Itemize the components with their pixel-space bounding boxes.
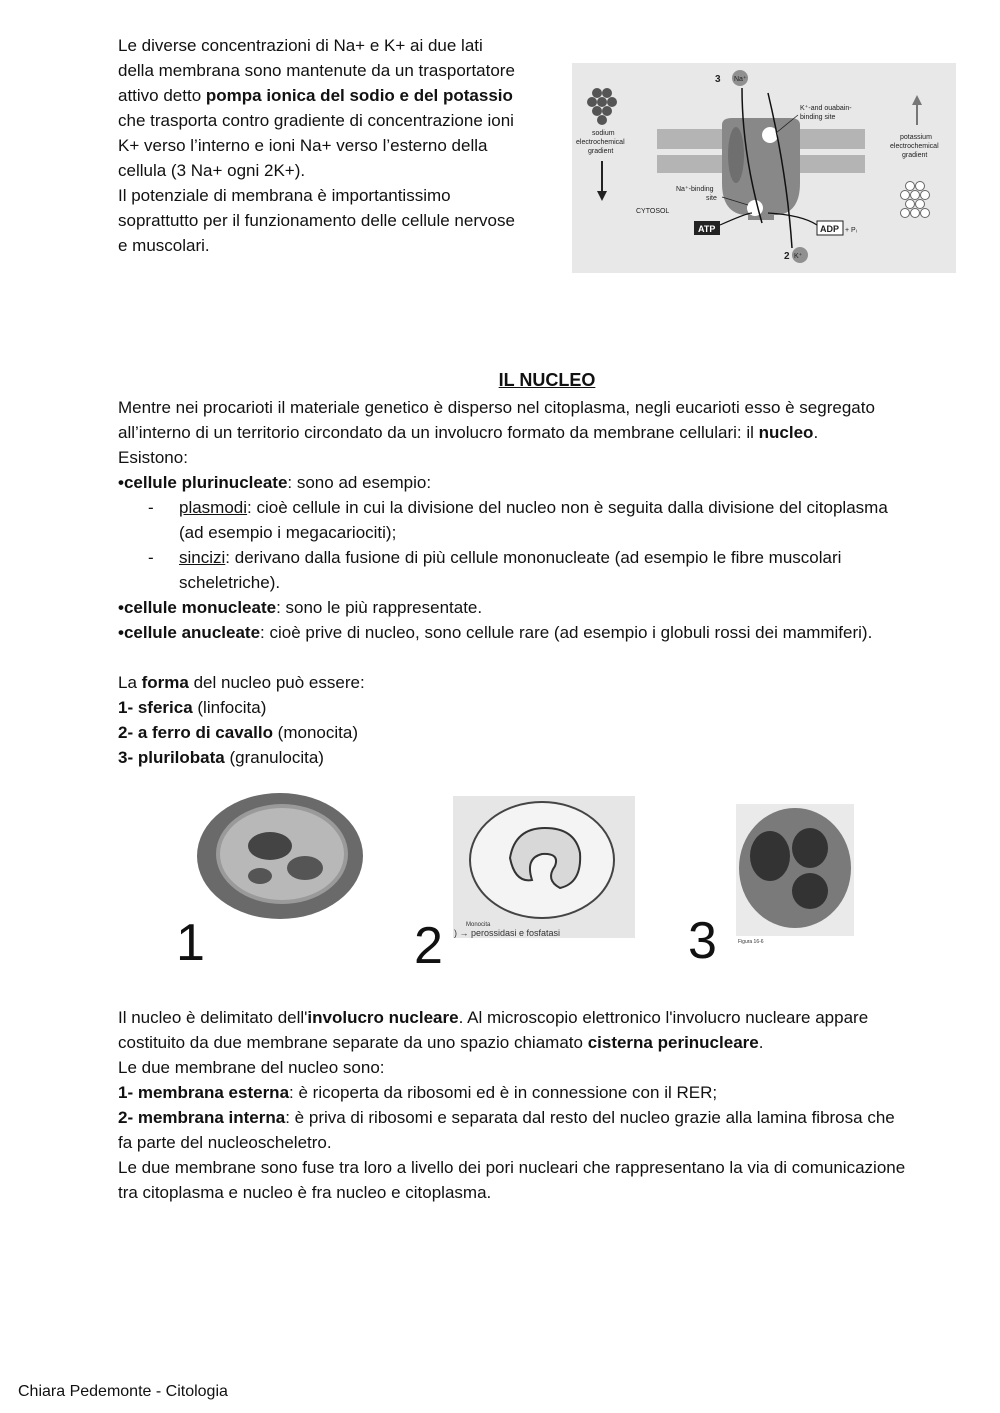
text-line: Mentre nei procarioti il materiale genetico è disperso nel citoplasma, negli eucarioti esso è segregato	[118, 398, 875, 417]
text-run: Il nucleo è delimitato dell'	[118, 1008, 308, 1027]
nuclear-envelope-section	[118, 1005, 978, 1205]
bold-term: •cellule plurinucleate	[118, 473, 288, 492]
text-run: (granulocita)	[224, 748, 324, 767]
sodium-label: gradient	[588, 148, 614, 155]
intro-paragraph	[118, 33, 558, 258]
text-line	[118, 670, 978, 695]
figure-caption: Figura 16-6	[738, 939, 764, 945]
list-item	[118, 720, 978, 745]
list-item	[118, 620, 978, 645]
bold-term: 3- plurilobata	[118, 748, 225, 767]
figure-caption: ) → perossidasi e fosfatasi	[454, 928, 561, 938]
text-line: della membrana sono mantenute da un trasportatore	[118, 61, 515, 80]
text-line	[179, 545, 978, 570]
potassium-label: electrochemical	[890, 143, 939, 150]
text-run: (linfocita)	[192, 698, 267, 717]
bold-term: 2- membrana interna	[118, 1108, 286, 1127]
text-run: . Al microscopio elettronico l'involucro nucleare appare	[458, 1008, 869, 1027]
dash-marker: -	[148, 498, 154, 517]
list-item	[118, 1080, 978, 1105]
text-run: all’interno di un territorio circondato da un involucro formato da membrane cellulari: il	[118, 423, 759, 442]
underlined-term: plasmodi	[179, 498, 248, 517]
text-run: attivo detto	[118, 86, 206, 105]
pump-subunit	[728, 127, 744, 183]
bold-term: involucro nucleare	[307, 1008, 459, 1027]
na-count: 3	[715, 74, 721, 85]
lymphocyte-image	[197, 793, 363, 919]
na-label: Na⁺	[734, 76, 747, 83]
text-run: : sono le più rappresentate.	[276, 598, 483, 617]
bold-term: 1- membrana esterna	[118, 1083, 290, 1102]
bold-term: pompa ionica del sodio e del potassio	[205, 86, 513, 105]
na-binding-label: site	[706, 195, 717, 202]
ouabain-site-label: binding site	[800, 114, 836, 121]
text-run: costituito da due membrane separate da uno spazio chiamato	[118, 1033, 588, 1052]
text-line	[118, 420, 978, 445]
granulocyte-image	[736, 804, 854, 936]
text-line	[179, 495, 978, 520]
bold-term: 1- sferica	[118, 698, 193, 717]
text-line	[118, 1005, 978, 1030]
text-run: La	[118, 673, 142, 692]
spacer	[118, 645, 978, 670]
figure-number-1: 1	[176, 914, 205, 972]
bold-term: 2- a ferro di cavallo	[118, 723, 273, 742]
text-run: .	[813, 423, 819, 442]
atp-label: ATP	[698, 224, 716, 234]
sodium-label: electrochemical	[576, 139, 625, 146]
text-line: K+ verso l’interno e ioni Na+ verso l’esterno della	[118, 136, 488, 155]
text-line: (ad esempio i megacariociti);	[179, 523, 397, 542]
text-run: .	[758, 1033, 764, 1052]
k-count: 2	[784, 251, 790, 262]
bold-term: forma	[141, 673, 189, 692]
pi-label: + Pᵢ	[845, 227, 857, 234]
text-line: Esistono:	[118, 448, 188, 467]
bold-term: nucleo	[758, 423, 814, 442]
pump-diagram	[572, 63, 956, 273]
nucleus-section	[118, 395, 978, 770]
sub-list-item	[118, 495, 978, 545]
figure-number-2: 2	[414, 917, 443, 973]
figure-number-3: 3	[688, 912, 717, 970]
text-line: Le due membrane del nucleo sono:	[118, 1058, 385, 1077]
text-line: Le due membrane sono fuse tra loro a livello dei pori nucleari che rappresentano la via di comunicazione	[118, 1158, 906, 1177]
text-line: Le diverse concentrazioni di Na+ e K+ ai due lati	[118, 36, 483, 55]
text-line: cellula (3 Na+ ogni 2K+).	[118, 161, 306, 180]
text-run: (monocita)	[272, 723, 358, 742]
nucleus-shapes-diagram	[170, 788, 870, 973]
text-line	[118, 1030, 978, 1055]
ouabain-site-label: K⁺-and ouabain-	[800, 105, 852, 112]
sub-list-item	[118, 545, 978, 595]
list-item	[118, 745, 978, 770]
adp-label: ADP	[820, 224, 840, 234]
potassium-label: potassium	[900, 134, 932, 141]
text-line: e muscolari.	[118, 236, 210, 255]
cytosol-label: CYTOSOL	[636, 208, 670, 215]
text-line: tra citoplasma e nucleo è fra nucleo e citoplasma.	[118, 1183, 492, 1202]
list-item	[118, 595, 978, 620]
list-item	[118, 695, 978, 720]
nucleus-shapes-figure	[170, 788, 870, 973]
figure-caption: Monocita	[466, 922, 491, 928]
bold-term: cisterna perinucleare	[587, 1033, 759, 1052]
monocyte-image	[453, 796, 635, 938]
bold-term: •cellule monucleate	[118, 598, 277, 617]
bold-term: •cellule anucleate	[118, 623, 261, 642]
section-title: IL NUCLEO	[498, 370, 596, 390]
text-run: : derivano dalla fusione di più cellule mononucleate (ad esempio le fibre muscolari	[225, 548, 842, 567]
underlined-term: sincizi	[179, 548, 226, 567]
sodium-label: sodium	[592, 130, 615, 137]
text-line: fa parte del nucleoscheletro.	[118, 1133, 332, 1152]
text-line: soprattutto per il funzionamento delle cellule nervose	[118, 211, 515, 230]
k-label: K⁺	[794, 253, 803, 260]
text-run: : sono ad esempio:	[287, 473, 432, 492]
text-run: : cioè cellule in cui la divisione del nucleo non è seguita dalla divisione del citoplasma	[247, 498, 888, 517]
list-item	[118, 1105, 978, 1130]
text-line: scheletriche).	[179, 573, 281, 592]
text-run: : cioè prive di nucleo, sono cellule rare (ad esempio i globuli rossi dei mammiferi).	[260, 623, 873, 642]
dash-marker: -	[148, 548, 154, 567]
text-line	[118, 83, 558, 108]
page-footer: Chiara Pedemonte - Citologia	[18, 1383, 228, 1400]
text-run: : è ricoperta da ribosomi ed è in connessione con il RER;	[289, 1083, 718, 1102]
na-binding-label: Na⁺-binding	[676, 186, 714, 193]
text-line: Il potenziale di membrana è importantissimo	[118, 186, 451, 205]
text-line: che trasporta contro gradiente di concentrazione ioni	[118, 111, 514, 130]
text-run: del nucleo può essere:	[188, 673, 365, 692]
sodium-potassium-pump-figure	[572, 63, 956, 273]
list-item	[118, 470, 978, 495]
potassium-label: gradient	[902, 152, 928, 159]
text-run: : è priva di ribosomi e separata dal resto del nucleo grazie alla lamina fibrosa che	[285, 1108, 895, 1127]
